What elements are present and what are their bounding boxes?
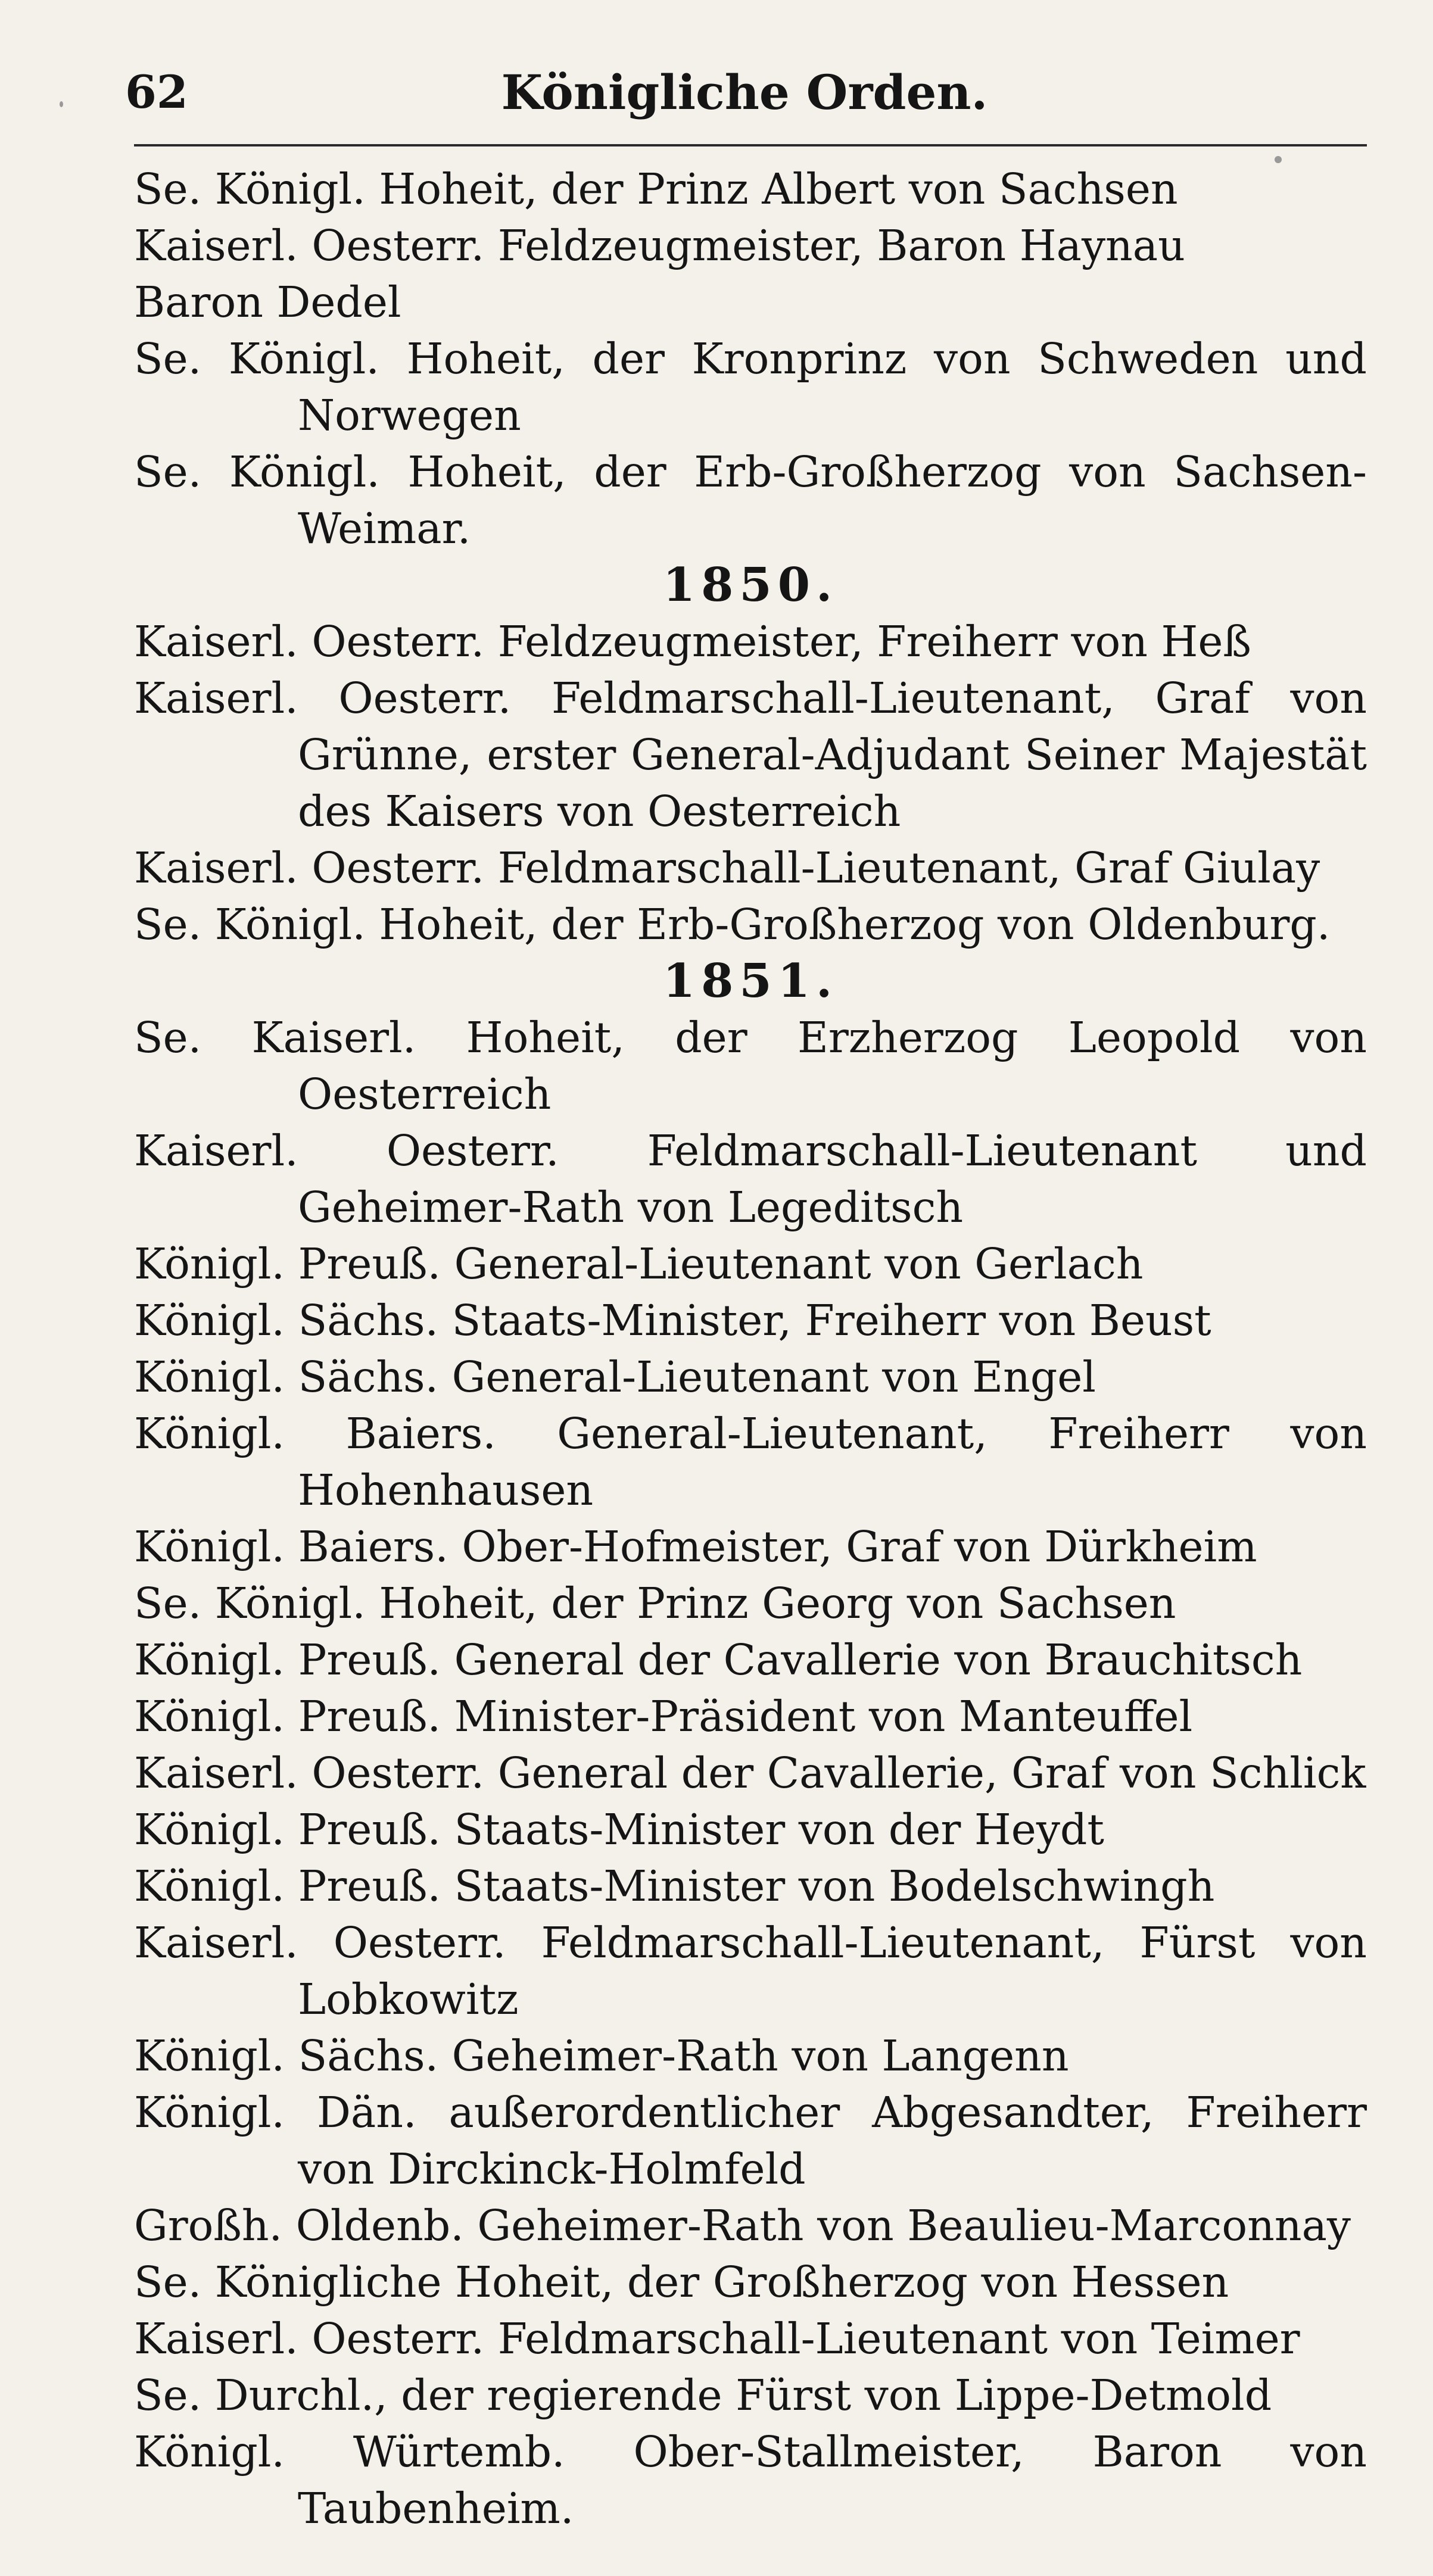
page-header (125, 57, 1364, 128)
list-entry: Se. Kaiserl. Hoheit, der Erzherzog Leopold von Oesterreich (134, 1013, 1367, 1119)
header-rule (134, 144, 1367, 146)
page-number: 62 (125, 66, 188, 118)
list-entry: Königl. Preuß. Staats-Minister von Bodelschwingh (134, 1861, 1215, 1911)
list-entry: Kaiserl. Oesterr. Feldmarschall-Lieutenant, Graf Giulay (134, 843, 1320, 893)
list-entry: Königl. Preuß. General der Cavallerie von Brauchitsch (134, 1635, 1303, 1685)
ink-speck (1275, 156, 1282, 163)
list-entry: Königl. Sächs. Staats-Minister, Freiherr von Beust (134, 1296, 1211, 1345)
list-entry: Kaiserl. Oesterr. Feldmarschall-Lieutenant von Teimer (134, 2314, 1300, 2363)
list-entry: Se. Königl. Hoheit, der Prinz Georg von Sachsen (134, 1579, 1176, 1628)
list-entry: Königl. Sächs. Geheimer-Rath von Langenn (134, 2031, 1069, 2081)
list-entry: Se. Königl. Hoheit, der Prinz Albert von Sachsen (134, 164, 1178, 214)
ink-speck (60, 101, 63, 107)
list-entry: Königl. Sächs. General-Lieutenant von Engel (134, 1352, 1096, 1402)
list-entry: Se. Königl. Hoheit, der Kronprinz von Schweden und Norwegen (134, 334, 1367, 440)
section-1850 (134, 557, 1367, 953)
year-heading: 1851. (662, 954, 839, 1008)
section-1851 (134, 953, 1367, 2537)
list-entry: Kaiserl. Oesterr. General der Cavallerie, Graf von Schlick (134, 1748, 1366, 1798)
list-entry: Kaiserl. Oesterr. Feldzeugmeister, Baron Haynau (134, 221, 1185, 270)
list-entry: Kaiserl. Oesterr. Feldmarschall-Lieutenant und Geheimer-Rath von Legeditsch (134, 1126, 1367, 1232)
list-entry: Königl. Dän. außerordentlicher Abgesandter, Freiherr von Dirckinck-Holmfeld (134, 2088, 1367, 2194)
list-entry: Baron Dedel (134, 277, 401, 327)
list-entry: Königl. Würtemb. Ober-Stallmeister, Baron von Taubenheim. (134, 2427, 1367, 2533)
list-entry: Kaiserl. Oesterr. Feldmarschall-Lieutenant, Fürst von Lobkowitz (134, 1918, 1367, 2024)
list-entry: Königl. Preuß. Staats-Minister von der Heydt (134, 1805, 1104, 1854)
year-heading: 1850. (662, 558, 839, 612)
list-entry: Kaiserl. Oesterr. Feldzeugmeister, Freiherr von Heß (134, 617, 1251, 666)
list-entry: Königl. Baiers. General-Lieutenant, Freiherr von Hohenhausen (134, 1409, 1367, 1515)
list-entry: Königl. Preuß. Minister-Präsident von Manteuffel (134, 1692, 1193, 1741)
list-entry: Se. Königl. Hoheit, der Erb-Großherzog von Oldenburg. (134, 900, 1331, 949)
running-title: Königliche Orden. (501, 64, 988, 120)
list-entry: Königl. Baiers. Ober-Hofmeister, Graf von Dürkheim (134, 1522, 1257, 1571)
list-entry: Königl. Preuß. General-Lieutenant von Gerlach (134, 1239, 1144, 1289)
list-entry: Großh. Oldenb. Geheimer-Rath von Beaulieu-Marconnay (134, 2201, 1351, 2250)
section-continued (134, 161, 1367, 557)
list-entry: Kaiserl. Oesterr. Feldmarschall-Lieutenant, Graf von Grünne, erster General-Adjudant Seiner Majestät des Kaisers von Oesterreich (134, 673, 1367, 836)
list-entry: Se. Durchl., der regierende Fürst von Lippe-Detmold (134, 2371, 1272, 2420)
list-entry: Se. Königl. Hoheit, der Erb-Großherzog von Sachsen-Weimar. (134, 447, 1367, 553)
order-list (134, 161, 1367, 2537)
list-entry: Se. Königliche Hoheit, der Großherzog von Hessen (134, 2257, 1229, 2307)
